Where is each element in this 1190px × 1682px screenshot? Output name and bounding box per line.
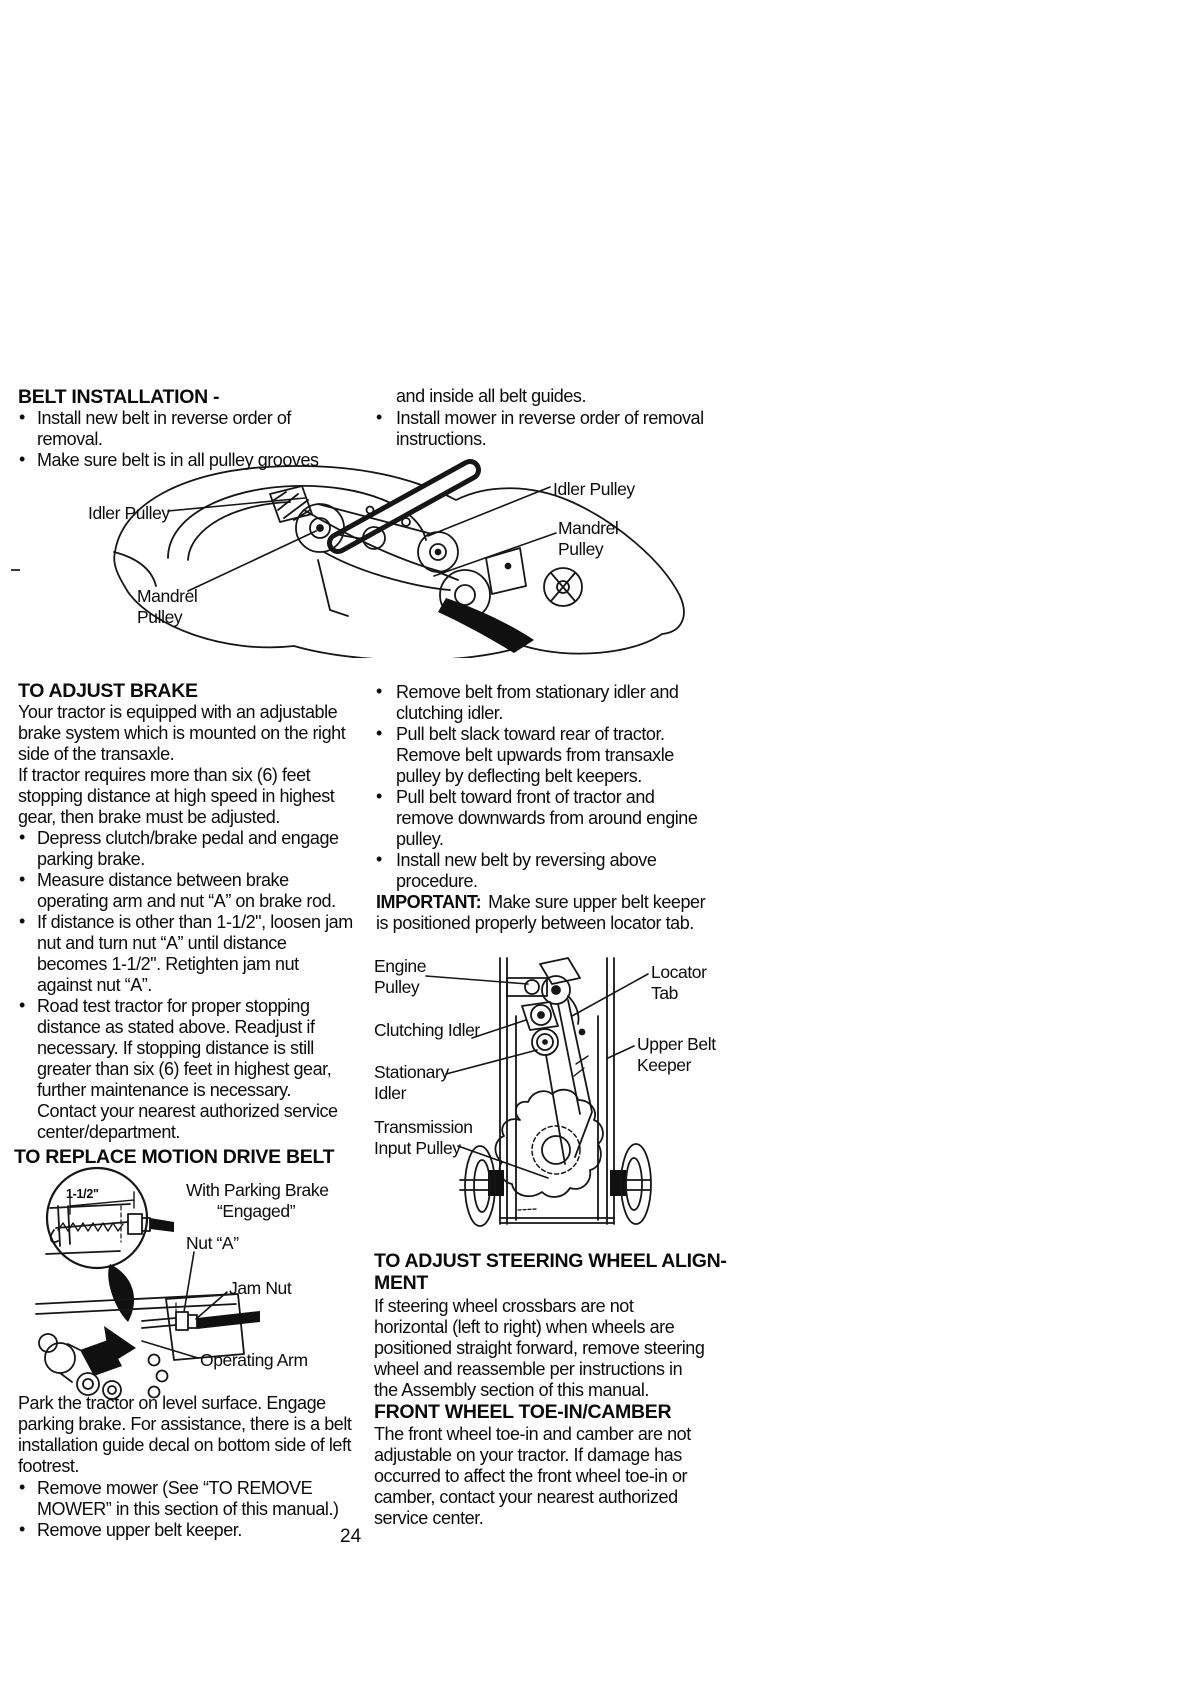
bullet-marker: •: [19, 995, 25, 1015]
bullet-marker: •: [376, 407, 382, 427]
label-nut-a: Nut “A”: [186, 1233, 239, 1253]
label-engaged: “Engaged”: [217, 1201, 296, 1221]
label-upper-belt-keeper: Upper Belt Keeper: [637, 1034, 716, 1075]
toe-in-body: The front wheel toe-in and camber are not adjustable on your tractor. If damage has occurred to affect the front wheel toe-in or camber, contact your nearest authorized service center.: [374, 1424, 691, 1528]
label-with-parking-brake: With Parking Brake: [186, 1180, 329, 1200]
label-operating-arm: Operating Arm: [200, 1350, 308, 1370]
bullet-marker: •: [19, 869, 25, 889]
label-mandrel-pulley-right: Mandrel Pulley: [558, 518, 619, 559]
list-item: • If distance is other than 1-1/2", loosen jam nut and turn nut “A” until distance becomes 1-1/2". Retighten jam nut against nut “A”.: [19, 911, 353, 995]
page-number: 24: [340, 1526, 362, 1547]
toe-in-heading: FRONT WHEEL TOE-IN/CAMBER: [374, 1401, 672, 1423]
label-locator-tab: Locator Tab: [651, 962, 707, 1003]
list-item: • Depress clutch/brake pedal and engage parking brake.: [19, 827, 339, 869]
paragraph: Your tractor is equipped with an adjustable brake system which is mounted on the right side of the transaxle.: [18, 702, 346, 764]
bullet-marker: •: [19, 827, 25, 847]
label-idler-pulley-right: Idler Pulley: [553, 479, 635, 499]
label-clutching-idler: Clutching Idler: [374, 1020, 480, 1040]
adjust-brake-heading: TO ADJUST BRAKE: [18, 680, 198, 702]
important-text: Make sure upper belt keeper is positioned properly between locator tab.: [376, 892, 706, 933]
label-jam-nut: Jam Nut: [229, 1278, 292, 1298]
important-note: [376, 892, 710, 934]
bullet-marker: •: [19, 407, 25, 427]
steering-body: If steering wheel crossbars are not horizontal (left to right) when wheels are positioned straight forward, remove steering wheel and reassemble per instructions in the Assembly section of this manual.: [374, 1296, 705, 1400]
bullet-marker: •: [19, 1519, 25, 1539]
list-item: • Remove upper belt keeper.: [19, 1519, 242, 1540]
adjust-brake-body: [18, 702, 354, 1143]
list-item: • Remove mower (See “TO REMOVE MOWER” in this section of this manual.): [19, 1477, 339, 1519]
bullet-marker: •: [376, 786, 382, 806]
paragraph: If tractor requires more than six (6) feet stopping distance at high speed in highest gear, then brake must be adjusted.: [18, 765, 335, 827]
list-item: • Install new belt in reverse order of removal.: [19, 407, 291, 449]
list-item: • Pull belt toward front of tractor and remove downwards from around engine pulley.: [376, 786, 698, 849]
list-item: • Measure distance between brake operating arm and nut “A” on brake rod.: [19, 869, 336, 911]
scan-artifact-dash: [11, 569, 20, 571]
label-transmission-input-pulley: Transmission Input Pulley: [374, 1117, 473, 1158]
bullet-marker: •: [376, 849, 382, 869]
label-mandrel-pulley-left: Mandrel Pulley: [137, 586, 198, 627]
list-item: • Install mower in reverse order of removal instructions.: [376, 407, 704, 449]
belt-installation-heading: BELT INSTALLATION -: [18, 386, 220, 408]
belt-installation-right-continuation: and inside all belt guides.: [396, 386, 586, 406]
label-stationary-idler: Stationary Idler: [374, 1062, 449, 1103]
bullet-marker: •: [376, 723, 382, 743]
bullet-marker: •: [19, 449, 25, 469]
important-label: IMPORTANT:: [376, 892, 482, 912]
list-item: • Make sure belt is in all pulley grooves: [19, 449, 319, 470]
list-item: • Road test tractor for proper stopping distance as stated above. Readjust if necessary. If stopping distance is still greater than six (6) feet in highest gear, further maintenance is necessary. Contact your nearest authorized service center/department.: [19, 995, 338, 1142]
replace-belt-right-list: [375, 682, 709, 892]
bullet-marker: •: [376, 681, 382, 701]
list-item: • Remove belt from stationary idler and clutching idler.: [376, 681, 679, 723]
label-engine-pulley: Engine Pulley: [374, 956, 427, 997]
replace-belt-heading: TO REPLACE MOTION DRIVE BELT: [14, 1146, 335, 1168]
label-idler-pulley-left: Idler Pulley: [88, 503, 170, 523]
list-item: • Install new belt by reversing above procedure.: [376, 849, 657, 891]
steering-heading: TO ADJUST STEERING WHEEL ALIGN- MENT: [374, 1250, 727, 1294]
replace-belt-left-list: [18, 1478, 354, 1541]
bullet-marker: •: [19, 1477, 25, 1497]
park-tractor-paragraph: Park the tractor on level surface. Engage parking brake. For assistance, there is a belt installation guide decal on bottom side of left footrest.: [18, 1393, 352, 1476]
list-item: • Pull belt slack toward rear of tractor. Remove belt upwards from transaxle pulley by deflecting belt keepers.: [376, 723, 674, 786]
bullet-marker: •: [19, 911, 25, 931]
label-dimension: 1-1/2": [66, 1187, 99, 1201]
